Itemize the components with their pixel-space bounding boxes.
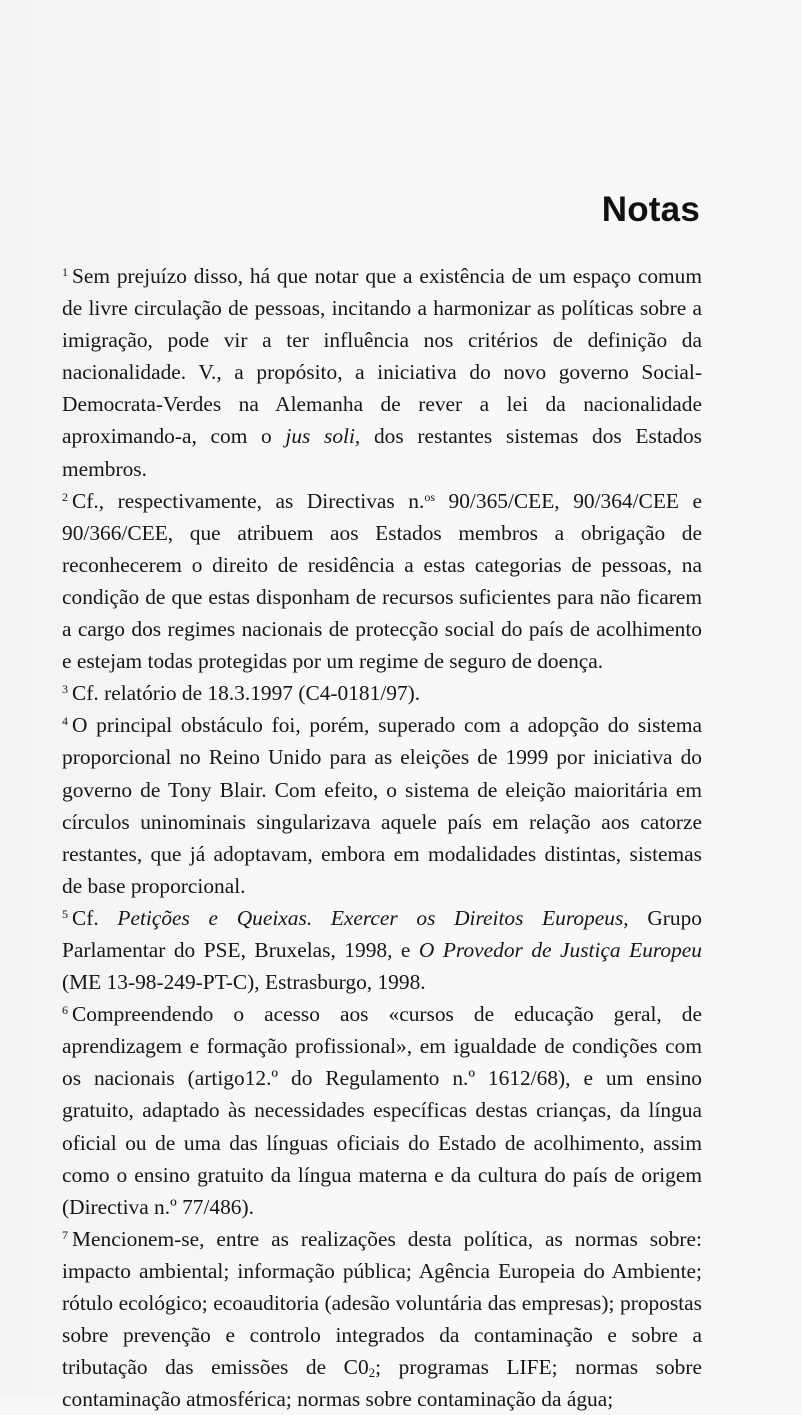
note-5 — [62, 902, 702, 998]
note-text: Mencionem-se, entre as realizações desta política, as normas sobre: impacto ambiental; informação pública; Agência Europeia do Ambiente; rótulo ecológico; ecoauditoria (adesão voluntária das empresas); propostas sobre prevenção e controlo integrados da contaminação e sobre a tributação das emissões de C0 — [62, 1226, 702, 1380]
note-6 — [62, 998, 702, 1223]
note-text: Compreendendo o acesso aos «cursos de educação geral, de aprendizagem e formação profissional», em igualdade de condições com os nacionais (artigo12.º do Regulamento n.º 1612/68), e um ensino gratuito, adaptado às necessidades específicas destas crianças, da língua oficial ou de uma das línguas oficiais do Estado de acolhimento, assim como o ensino gratuito da língua materna e da cultura do país de origem (Directiva n.º 77/486). — [62, 1002, 702, 1219]
note-italic-text: Petições e Queixas. Exercer os Direitos Europeus, — [117, 905, 629, 930]
notes-list — [62, 260, 702, 1415]
note-text: O principal obstáculo foi, porém, superado com a adopção do sistema proporcional no Reino Unido para as eleições de 1999 por iniciativa do governo de Tony Blair. Com efeito, o sistema de eleição maioritária em círculos uninominais singularizava aquele país em relação aos catorze restantes, que já adoptavam, embora em modalidades distintas, sistemas de base proporcional. — [62, 713, 702, 898]
note-italic-text: O Provedor de Justiça Europeu — [418, 937, 702, 962]
notes-heading: Notas — [601, 190, 700, 229]
note-number: 4 — [62, 714, 68, 729]
note-text: (ME 13-98-249-PT-C), Estrasburgo, 1998. — [62, 970, 426, 995]
note-number: 6 — [62, 1003, 68, 1018]
note-2 — [62, 485, 702, 678]
note-number: 1 — [62, 265, 68, 279]
note-number: 3 — [62, 682, 68, 697]
note-4 — [62, 709, 702, 902]
note-number: 2 — [62, 489, 68, 504]
note-number: 7 — [62, 1227, 68, 1242]
note-text: Grupo Parlamentar do PSE, Bruxelas, 1998, e — [62, 905, 702, 962]
note-text: Cf. — [72, 905, 118, 930]
note-1 — [62, 260, 702, 485]
note-superscript: os — [424, 489, 435, 504]
note-text: ; programas LIFE; normas sobre contaminação atmosférica; normas sobre contaminação da água; — [62, 1355, 702, 1412]
note-subscript: 2 — [368, 1365, 376, 1381]
note-text: Cf., respectivamente, as Directivas n. — [72, 488, 425, 513]
note-number: 5 — [62, 906, 68, 921]
note-3 — [62, 677, 702, 709]
note-7 — [62, 1223, 702, 1415]
note-italic-text: jus soli, — [285, 424, 361, 449]
note-text: 90/365/CEE, 90/364/CEE e 90/366/CEE, que atribuem aos Estados membros a obrigação de reconhecerem o direito de residência a estas categorias de pessoas, na condição de que estas disponham de recursos suficientes para não ficarem a cargo dos regimes nacionais de protecção social do país de acolhimento e estejam todas protegidas por um regime de seguro de doença. — [62, 488, 702, 674]
note-text: dos restantes sistemas dos Estados membros. — [62, 424, 702, 481]
note-text: Sem prejuízo disso, há que notar que a existência de um espaço comum de livre circulação de pessoas, incitando a harmonizar as políticas sobre a imigração, pode vir a ter influência nos critérios de definição da nacionalidade. V., a propósito, a iniciativa do novo governo Social-Democrata-Verdes na Alemanha de rever a lei da nacionalidade aproximando-a, com o — [62, 264, 702, 449]
note-text: Cf. relatório de 18.3.1997 (C4-0181/97). — [72, 681, 421, 706]
